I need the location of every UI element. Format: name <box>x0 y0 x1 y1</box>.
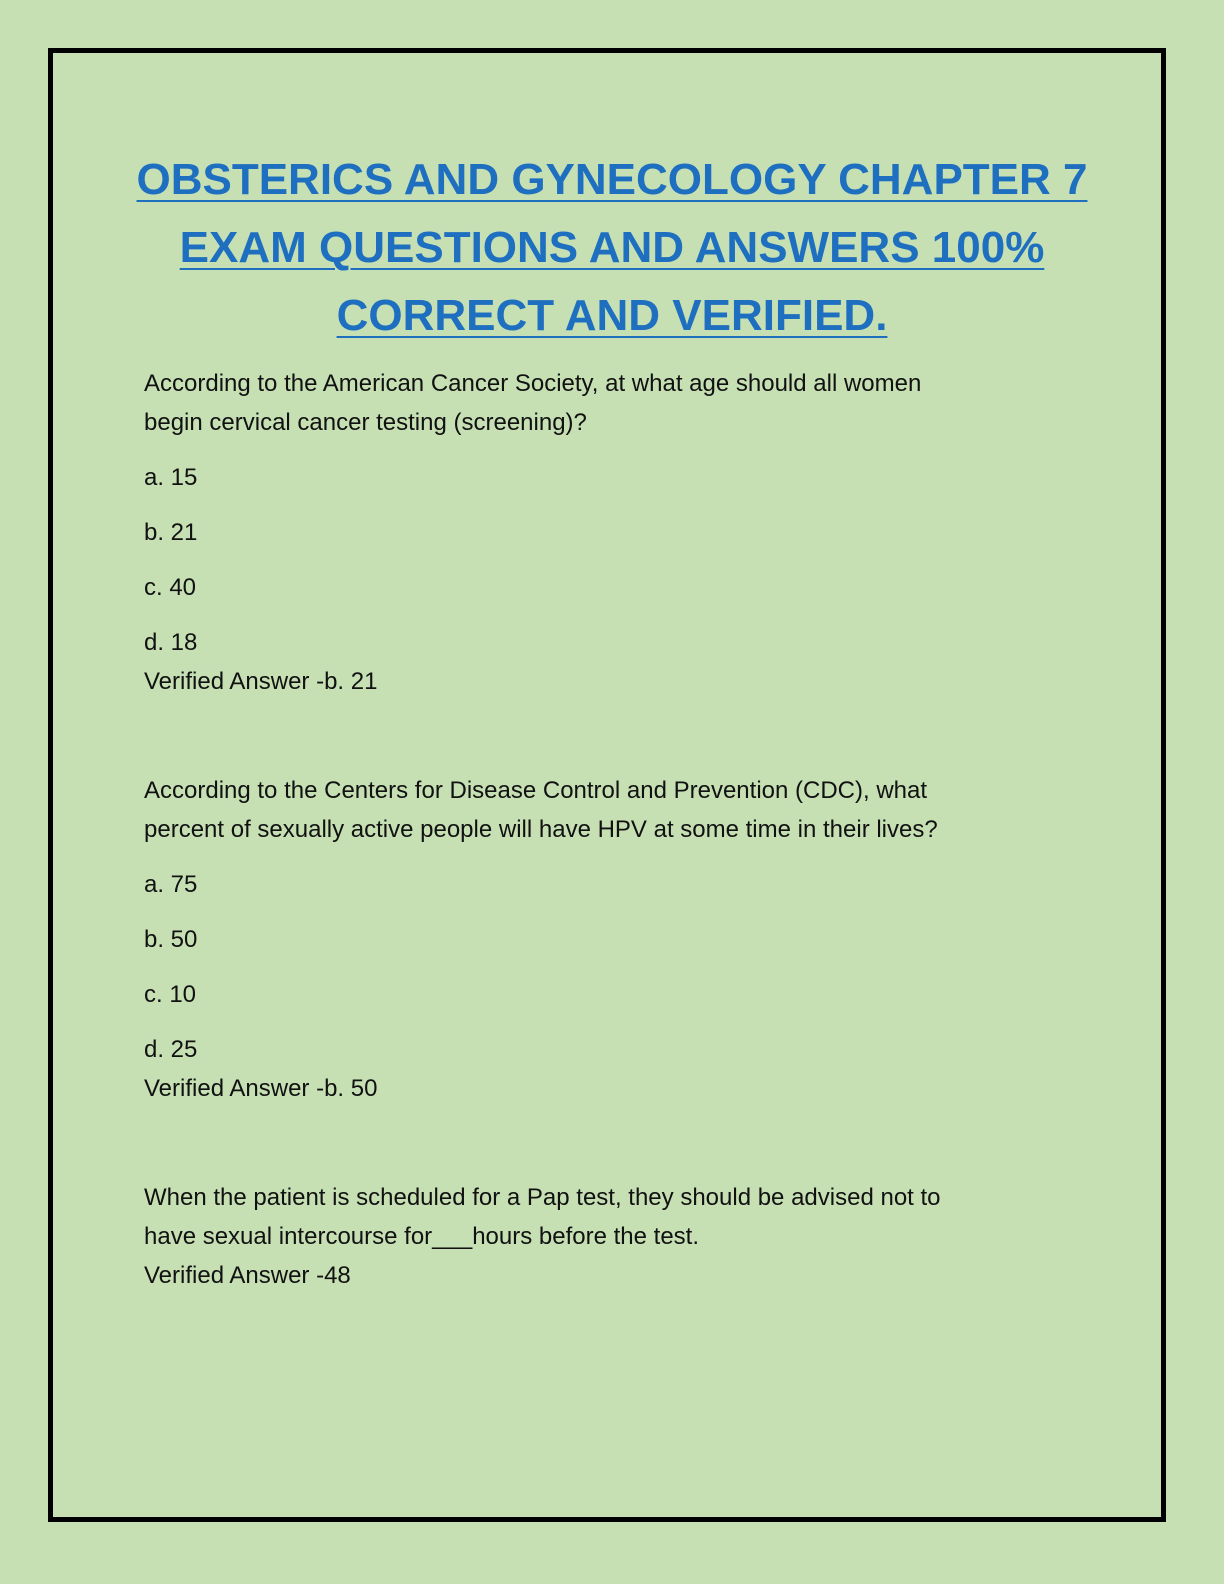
title-line-3: CORRECT AND VERIFIED. <box>336 291 888 340</box>
question-3-line-2: have sexual intercourse for___hours before the test. <box>144 1223 699 1250</box>
question-3-text <box>144 1178 1094 1256</box>
question-2-text <box>144 771 1094 849</box>
question-2-option-d: d. 25 <box>144 1036 198 1063</box>
question-1-text <box>144 364 1094 442</box>
title-line-2: EXAM QUESTIONS AND ANSWERS 100% <box>179 223 1045 272</box>
question-2-line-2: percent of sexually active people will have HPV at some time in their lives? <box>144 816 938 843</box>
question-3-answer: Verified Answer -48 <box>144 1262 351 1289</box>
question-2-option-c: c. 10 <box>144 981 197 1008</box>
question-block-1 <box>144 364 1094 701</box>
question-1-option-c: c. 40 <box>144 574 197 601</box>
question-block-3 <box>144 1178 1094 1295</box>
question-1-option-b: b. 21 <box>144 519 198 546</box>
question-2-option-a: a. 75 <box>144 871 198 898</box>
title-line-1: OBSTERICS AND GYNECOLOGY CHAPTER 7 <box>136 155 1088 204</box>
question-block-2 <box>144 771 1094 1108</box>
question-1-answer: Verified Answer -b. 21 <box>144 668 378 695</box>
question-2-answer: Verified Answer -b. 50 <box>144 1075 378 1102</box>
question-1-option-a: a. 15 <box>144 464 198 491</box>
document-content <box>144 364 1094 1295</box>
question-3-line-1: When the patient is scheduled for a Pap test, they should be advised not to <box>144 1184 941 1211</box>
question-1-line-2: begin cervical cancer testing (screening)? <box>144 409 587 436</box>
question-1-line-1: According to the American Cancer Society, at what age should all women <box>144 370 922 397</box>
document-title <box>0 146 1224 350</box>
question-1-option-d: d. 18 <box>144 629 198 656</box>
question-2-option-b: b. 50 <box>144 926 198 953</box>
question-2-line-1: According to the Centers for Disease Control and Prevention (CDC), what <box>144 777 928 804</box>
